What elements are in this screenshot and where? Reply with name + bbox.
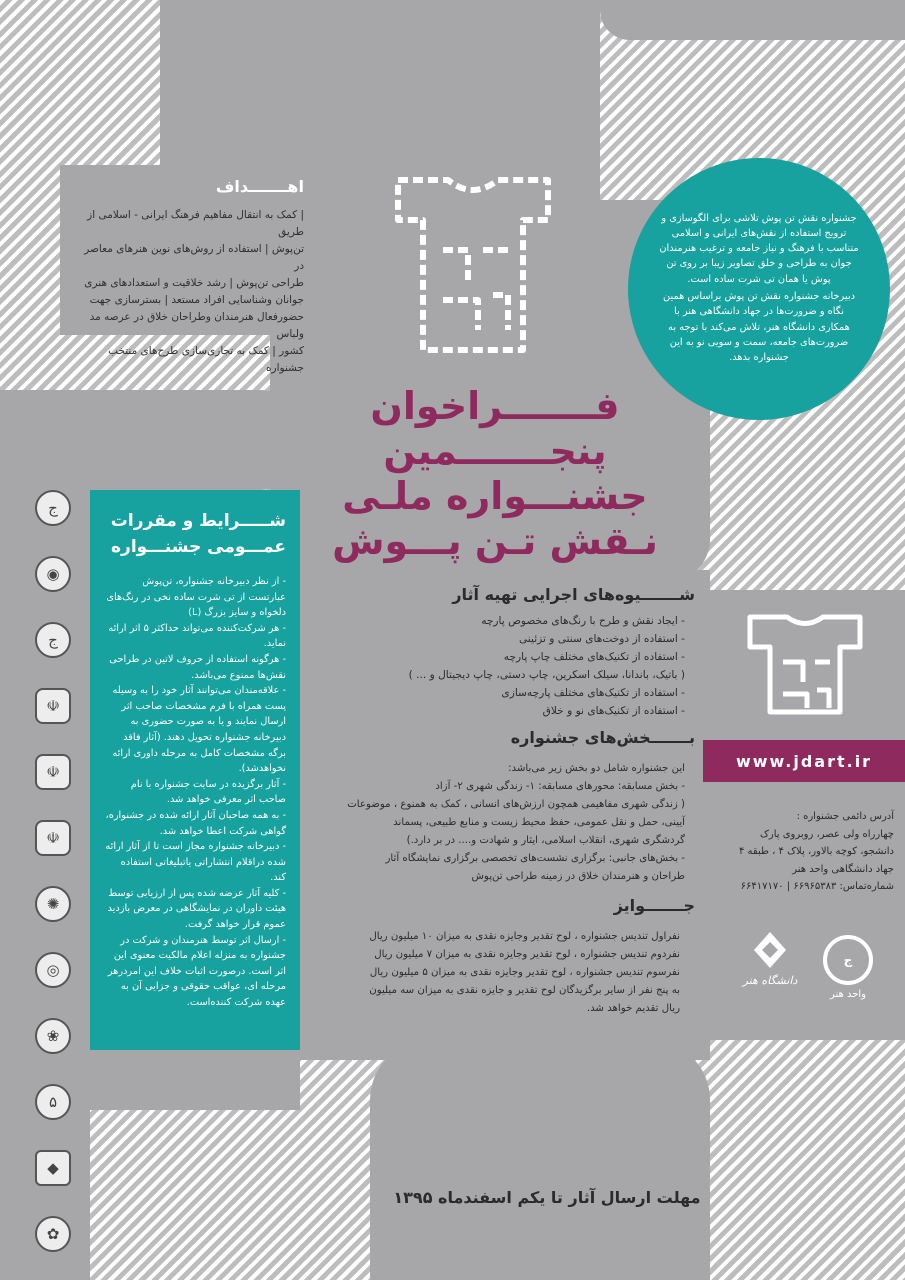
title-line: فـــــــراخوان — [370, 384, 620, 428]
rules-title-line: شـــــرایط و مقررات — [110, 511, 286, 531]
bg-block-bottom-left — [90, 1050, 300, 1110]
intro-circle — [628, 158, 890, 420]
sponsor-logo-icon: ❀ — [35, 1018, 71, 1054]
techniques-item: ( باتیک، باندانا، سیلک اسکرین، چاپ دستی، چاپ دیجیتال و ... ) — [408, 669, 685, 681]
techniques-item: - استفاده از دوخت‌های سنتی و تزئینی — [518, 633, 685, 645]
rules-item: - آثار برگزیده در سایت جشنواره با نام صاحب اثر معرفی خواهد شد. — [130, 778, 286, 806]
rules-item: - هر شرکت‌کننده می‌تواند حداکثر ۵ اثر ارائه نماید. — [108, 622, 286, 650]
jahad-logo — [818, 935, 878, 1000]
university-logo — [735, 930, 805, 987]
sections-heading: بـــــــخش‌های جشنواره — [510, 728, 695, 747]
prizes-item: نفردوم تندیس جشنواره ، لوح تقدیر وجایزه نقدی به میزان ۷ میلیون ریال — [374, 949, 680, 960]
rules-item: - از نظر دبیرخانه جشنواره، تن‌پوش عبارتست از تی شرت ساده نخی در رنگ‌های دلخواه و سایز بزرگ (L) — [106, 576, 286, 619]
emblem-icon: ☫ — [35, 688, 71, 724]
art-university-icon — [750, 930, 790, 970]
sections-item: ( زندگی شهری مفاهیمی همچون ارزش‌های انسانی ، کمک به همنوع ، موضوعات — [347, 799, 685, 810]
rules-box — [90, 490, 300, 1050]
emblem-icon: ☫ — [35, 754, 71, 790]
prizes-heading: جـــــــوایز — [613, 896, 695, 915]
goals-title: اهـــــــداف — [215, 177, 304, 196]
sections-item: طراحان و هنرمندان خلاق در زمینه طراحی تن‌پوش — [471, 871, 685, 882]
goals-line: جوانان وشناسایی افراد مستعد | بسترسازی جهت — [89, 294, 304, 306]
rules-item: - ارسال اثر توسط هنرمندان و شرکت در جشنواره به منزله اعلام مالکیت معنوی این اثر است. درصورت اثبات خلاف این امردرهر مرحله ای، عواقب حقوقی و جزایی آن به عهده شرکت کننده‌است. — [107, 934, 286, 1009]
sponsor-logo-icon: ◆ — [35, 1150, 71, 1186]
sponsor-logos — [28, 490, 78, 1252]
sponsor-logo-icon: ✺ — [35, 886, 71, 922]
website-url[interactable] — [703, 740, 905, 782]
title-line: جشنـــواره ملـی — [342, 474, 648, 518]
sponsor-logo-icon: ◉ — [35, 556, 71, 592]
address-line: چهارراه ولی عصر، روبروی پارک — [759, 828, 894, 840]
intro-paragraph-1: جشنواره نقش تن پوش تلاشی برای الگوسازی و ترویج استفاده از نقش‌های ایرانی و اسلامی متناسب با فرهنگ و نیاز جامعه و ترغیب هنرمندان جوان به طراحی و خلق تصاویر زیبا بر روی تن پوش یا همان تی شرت ساده است. — [659, 212, 859, 285]
prizes-list — [320, 928, 680, 1018]
emblem-icon: ☫ — [35, 820, 71, 856]
website-url-text[interactable]: www.jdart.ir — [735, 751, 873, 771]
tshirt-logo — [388, 170, 558, 360]
techniques-heading: شـــــــیوه‌های اجرایی تهیه آثار — [452, 585, 695, 604]
prizes-item: به پنج نفر از سایر برگزیدگان لوح تقدیر و جایزه نقدی به میزان سه میلیون — [369, 985, 680, 996]
techniques-list — [370, 612, 685, 720]
title-line: پنجـــــــمین — [383, 429, 607, 473]
goals-block — [74, 178, 304, 377]
bg-block-bottom — [370, 1040, 710, 1280]
sections-item: گردشگری شهری، انقلاب اسلامی، ایثار و شهادت و.... در بر دارد.) — [406, 835, 685, 846]
address-line: دانشجو، کوچه بالاور، پلاک ۴ ، طبقه ۴ — [738, 846, 894, 857]
bg-block-left-mid — [0, 390, 310, 490]
rules-item: - علاقه‌مندان می‌توانند آثار خود را به وسیله پست همراه با فرم مشخصات صاحب اثر ارسال نمایند و یا به صورت حضوری به دبیرخانه جشنواره تحویل دهند. (آثار فاقد برگه مشخصات کامل به مرحله داوری ارائه نخواهدشد). — [112, 685, 286, 775]
university-logo-label: دانشگاه هنر — [742, 974, 798, 987]
sections-item: آیینی، حمل و نقل عمومی، حفظ محیط زیست و منابع طبیعی، پسماند — [393, 817, 685, 828]
sections-item: این جشنواره شامل دو بخش زیر می‌باشد: — [508, 763, 685, 774]
address-line: جهاد دانشگاهی واحد هنر — [792, 863, 894, 875]
rules-item: - به همه صاحبان آثار ارائه شده در جشنواره، گواهی شرکت اعطا خواهد شد. — [105, 809, 286, 837]
main-title — [330, 384, 660, 564]
prizes-item: نفراول تندیس جشنواره ، لوح تقدیر وجایزه نقدی به میزان ۱۰ میلیون ریال — [369, 931, 680, 942]
sponsor-logo-icon: ◎ — [35, 952, 71, 988]
jahad-logo-label: واحد هنر — [829, 989, 867, 1000]
rules-item: - هرگونه استفاده از حروف لاتین در طراحی نقش‌ها ممنوع می‌باشد. — [109, 653, 286, 681]
techniques-item: - استفاده از تکنیک‌های مختلف پارچه‌سازی — [501, 687, 685, 699]
rules-title — [104, 508, 286, 560]
sponsor-logo-icon: ۵ — [35, 1084, 71, 1120]
deadline-text: مهلت ارسال آثار تا یکم اسفندماه ۱۳۹۵ — [393, 1188, 701, 1207]
techniques-item: - استفاده از تکنیک‌های مختلف چاپ پارچه — [503, 651, 685, 663]
techniques-item: - ایجاد نقش و طرح با رنگ‌های مخصوص پارچه — [481, 615, 685, 627]
bg-block-top-right — [600, 0, 905, 40]
goals-line: حضورفعال هنرمندان وطراحان خلاق در عرصه مد ولباس — [89, 311, 304, 340]
intro-paragraph-2: دبیرخانه جشنواره نقش تن پوش براساس همین نگاه و ضرورت‌ها در جهاد دانشگاهی هنر با همکاری دانشگاه هنر، تلاش می‌کند با توجه به ضرورت‌های جامعه، سمت و سویی نو به این جشنواره بدهد. — [663, 291, 855, 364]
address-line: شماره‌تماس: ۶۶۹۶۵۳۸۳ | ۶۶۴۱۷۱۷۰ — [740, 881, 894, 892]
tshirt-logo-small — [745, 612, 865, 717]
goals-line: کشور | کمک به تجاری‌سازی طرح‌های منتخب جشنواره — [108, 345, 304, 374]
rules-item: - دبیرخانه جشنواره مجاز است تا از آثار ارائه شده دراقلام انتشاراتی یاتبلیغاتی استفاده کند. — [105, 841, 286, 884]
prizes-item: ریال تقدیم خواهد شد. — [586, 1003, 680, 1014]
sponsor-logo-icon: ✿ — [35, 1216, 71, 1252]
techniques-item: - استفاده از تکنیک‌های نو و خلاق — [542, 705, 685, 717]
prizes-item: نفرسوم تندیس جشنواره ، لوح تقدیر وجایزه نقدی به میزان ۵ میلیون ریال — [369, 967, 680, 978]
jahad-seal-icon: ج — [823, 935, 873, 985]
sections-list — [320, 760, 685, 886]
rules-item: - کلیه آثار عرضه شده پس از ارزیابی توسط هیئت داوران در نمایشگاهی در معرض بازدید عموم قرار خواهد گرفت. — [107, 887, 286, 931]
sponsor-logo-icon: ج — [35, 622, 71, 658]
goals-line: طراحی تن‌پوش | رشد خلاقیت و استعدادهای هنری — [84, 277, 304, 289]
goals-line: | کمک به انتقال مفاهیم فرهنگ ایرانی - اسلامی از طریق — [87, 209, 304, 238]
sponsor-logo-icon: ج — [35, 490, 71, 526]
sections-item: - بخش‌های جانبی: برگزاری نشست‌های تخصصی برگزاری نمایشگاه آثار — [385, 853, 685, 864]
address-block — [712, 808, 894, 896]
address-line: آدرس دائمی جشنواره : — [796, 811, 894, 822]
title-line: نـقش تـن پـــوش — [332, 519, 658, 563]
goals-line: تن‌پوش | استفاده از روش‌های نوین هنرهای معاصر در — [84, 243, 304, 272]
rules-title-line: عمـــومی جشنـــواره — [111, 537, 286, 557]
sections-item: - بخش مسابقه: محورهای مسابقه: ۱- زندگی شهری ۲- آزاد — [435, 781, 685, 792]
